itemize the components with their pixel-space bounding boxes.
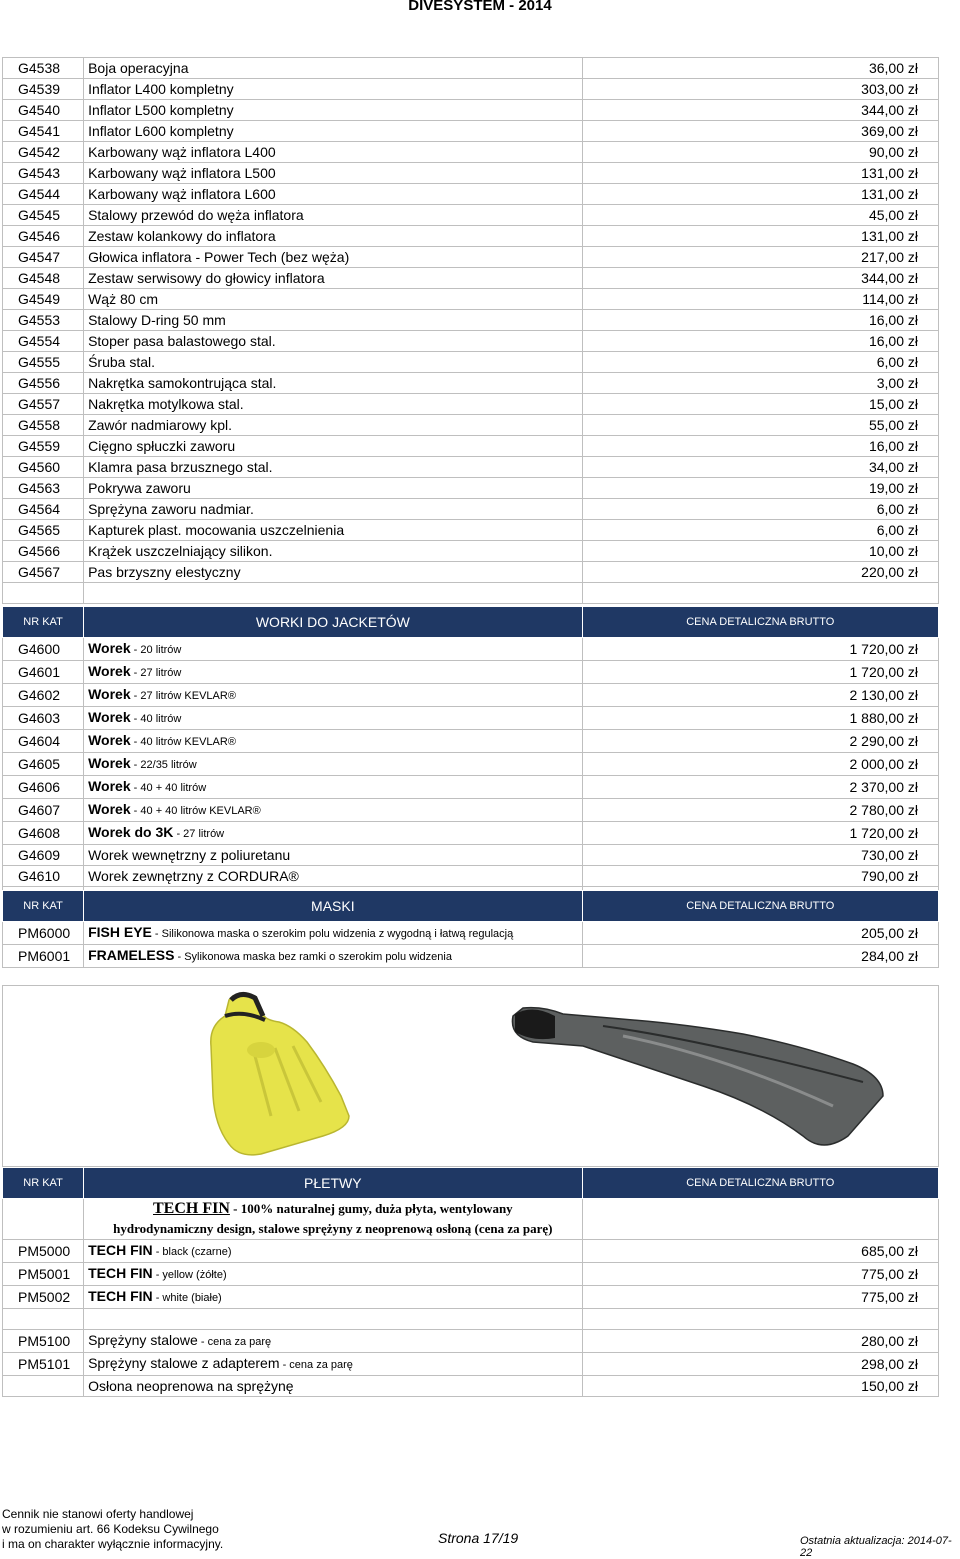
item-price: 298,00 zł: [582, 1353, 938, 1376]
item-price: 45,00 zł: [582, 205, 938, 226]
table-row: [3, 845, 939, 866]
item-code: G4541: [3, 121, 84, 142]
table-row: [3, 753, 939, 776]
item-price: 1 720,00 zł: [582, 822, 938, 845]
table-row: [3, 562, 939, 583]
section-title-maski: MASKI: [84, 891, 583, 922]
item-price: 10,00 zł: [582, 541, 938, 562]
item-code: G4544: [3, 184, 84, 205]
item-name-bold: Worek: [88, 732, 131, 748]
col-cena: CENA DETALICZNA BRUTTO: [582, 891, 938, 922]
item-price: 344,00 zł: [582, 268, 938, 289]
page-header-title: DIVESYSTEM - 2014: [408, 0, 552, 14]
item-name: [84, 845, 583, 866]
techfin-desc-line1: - 100% naturalnej gumy, duża płyta, wentylowany: [229, 1201, 513, 1216]
item-code: PM6001: [3, 945, 84, 968]
item-name: Sprężyna zaworu nadmiar.: [84, 499, 583, 520]
item-price: 150,00 zł: [582, 1376, 938, 1397]
table-row: [3, 1353, 939, 1376]
item-price: 730,00 zł: [582, 845, 938, 866]
item-name: Stoper pasa balastowego stal.: [84, 331, 583, 352]
item-name: Cięgno spłuczki zaworu: [84, 436, 583, 457]
item-price: 16,00 zł: [582, 331, 938, 352]
item-code: G4560: [3, 457, 84, 478]
item-name: Inflator L500 kompletny: [84, 100, 583, 121]
item-name-detail: - 27 litrów: [130, 667, 182, 679]
footer-line3: i ma on charakter wyłącznie informacyjny.: [2, 1537, 224, 1551]
item-price: 19,00 zł: [582, 478, 938, 499]
item-code: G4605: [3, 753, 84, 776]
item-name: Głowica inflatora - Power Tech (bez węża): [84, 247, 583, 268]
table-row: [3, 638, 939, 661]
item-price: 131,00 zł: [582, 184, 938, 205]
table-row: [3, 499, 939, 520]
item-name: Karbowany wąż inflatora L500: [84, 163, 583, 184]
item-price: 217,00 zł: [582, 247, 938, 268]
item-code: G4538: [3, 58, 84, 79]
item-price: 6,00 zł: [582, 352, 938, 373]
item-price: 2 290,00 zł: [582, 730, 938, 753]
fins-image-box: [2, 985, 939, 1167]
item-name-detail: - Silikonowa maska o szerokim polu widzenia z wygodną i łatwą regulacją: [151, 928, 514, 940]
item-name-bold: Worek: [88, 640, 131, 656]
pletwy-table: [2, 1167, 939, 1397]
item-name: [84, 753, 583, 776]
table-row: [3, 661, 939, 684]
item-code: G4547: [3, 247, 84, 268]
col-cena: CENA DETALICZNA BRUTTO: [582, 607, 938, 638]
item-code: PM5002: [3, 1286, 84, 1309]
item-price: 55,00 zł: [582, 415, 938, 436]
item-price: 205,00 zł: [582, 922, 938, 945]
item-name: Inflator L600 kompletny: [84, 121, 583, 142]
table-row: [3, 945, 939, 968]
item-name: Klamra pasa brzusznego stal.: [84, 457, 583, 478]
item-name: Zawór nadmiarowy kpl.: [84, 415, 583, 436]
table-row: [3, 184, 939, 205]
item-name-detail: - yellow (żółte): [152, 1269, 227, 1281]
item-name-bold: TECH FIN: [88, 1288, 153, 1304]
table-row: [3, 373, 939, 394]
table-row: [3, 866, 939, 887]
table-row: [3, 707, 939, 730]
item-name-plain: Osłona neoprenowa na sprężynę: [88, 1378, 294, 1394]
table-row: [3, 457, 939, 478]
table-row: [3, 1330, 939, 1353]
item-price: 303,00 zł: [582, 79, 938, 100]
maski-header-row: [3, 891, 939, 922]
item-name: [84, 922, 583, 945]
table-row: [3, 520, 939, 541]
table-row: [3, 922, 939, 945]
item-name-bold: FRAMELESS: [88, 947, 175, 963]
item-price: 280,00 zł: [582, 1330, 938, 1353]
empty-cell: [84, 583, 583, 604]
maski-table: [2, 890, 939, 968]
item-name-bold: TECH FIN: [88, 1265, 153, 1281]
item-code: G4566: [3, 541, 84, 562]
item-name: [84, 1263, 583, 1286]
item-name-bold: Worek: [88, 801, 131, 817]
footer-line2: w rozumieniu art. 66 Kodeksu Cywilnego: [2, 1522, 219, 1536]
item-name: Krążek uszczelniający silikon.: [84, 541, 583, 562]
item-price: 34,00 zł: [582, 457, 938, 478]
item-name: [84, 1376, 583, 1397]
item-code: G4554: [3, 331, 84, 352]
footer-disclaimer: [2, 1507, 223, 1552]
techfin-desc-line2: hydrodynamiczny design, stalowe sprężyny z neoprenową osłoną (cena za parę): [113, 1221, 553, 1236]
item-name: [84, 799, 583, 822]
item-name: [84, 822, 583, 845]
item-name: [84, 730, 583, 753]
item-code: G4557: [3, 394, 84, 415]
item-price: 16,00 zł: [582, 310, 938, 331]
item-name-bold: Worek: [88, 686, 131, 702]
item-name-plain: Worek wewnętrzny z poliuretanu: [88, 847, 291, 863]
item-name-detail: - cena za parę: [279, 1359, 353, 1371]
item-name: [84, 1240, 583, 1263]
table-row: [3, 1263, 939, 1286]
item-name-bold: FISH EYE: [88, 924, 152, 940]
page-number: Strona 17/19: [438, 1530, 519, 1546]
item-price: 790,00 zł: [582, 866, 938, 887]
item-code: G4600: [3, 638, 84, 661]
item-code: G4545: [3, 205, 84, 226]
item-name: [84, 661, 583, 684]
section-title-worki: WORKI DO JACKETÓW: [84, 607, 583, 638]
item-name: Inflator L400 kompletny: [84, 79, 583, 100]
item-price: 2 780,00 zł: [582, 799, 938, 822]
table-row: [3, 58, 939, 79]
item-code: [3, 1376, 84, 1397]
item-name-detail: - 40 + 40 litrów: [130, 782, 207, 794]
item-price: 114,00 zł: [582, 289, 938, 310]
item-code: G4609: [3, 845, 84, 866]
item-price: 2 000,00 zł: [582, 753, 938, 776]
item-name: Zestaw serwisowy do głowicy inflatora: [84, 268, 583, 289]
item-price: 284,00 zł: [582, 945, 938, 968]
empty-cell: [3, 583, 84, 604]
item-code: PM5001: [3, 1263, 84, 1286]
col-cena: CENA DETALICZNA BRUTTO: [582, 1168, 938, 1199]
item-price: 685,00 zł: [582, 1240, 938, 1263]
item-name-bold: TECH FIN: [88, 1242, 153, 1258]
techfin-title: TECH FIN: [153, 1200, 230, 1217]
item-name-detail: - cena za parę: [197, 1336, 272, 1348]
table-row: [3, 799, 939, 822]
table-row: [3, 394, 939, 415]
techfin-description-row: [3, 1199, 939, 1240]
table-row: [3, 289, 939, 310]
item-code: G4549: [3, 289, 84, 310]
item-code: PM5100: [3, 1330, 84, 1353]
item-code: G4610: [3, 866, 84, 887]
table-row: [3, 352, 939, 373]
table-row: [3, 247, 939, 268]
item-name: Wąż 80 cm: [84, 289, 583, 310]
item-name-plain: Sprężyny stalowe: [88, 1332, 198, 1348]
item-name-detail: - 40 litrów KEVLAR®: [130, 736, 236, 748]
item-name: Zestaw kolankowy do inflatora: [84, 226, 583, 247]
table-row: [3, 730, 939, 753]
item-name-detail: - 40 litrów: [130, 713, 182, 725]
table-row: [3, 1286, 939, 1309]
item-name-bold: Worek: [88, 755, 131, 771]
item-code: G4601: [3, 661, 84, 684]
table-row: [3, 268, 939, 289]
pletwy-header-row: [3, 1168, 939, 1199]
last-update: Ostatnia aktualizacja: 2014-07-22: [800, 1535, 952, 1559]
item-name-detail: - 20 litrów: [130, 644, 182, 656]
item-name-bold: Worek: [88, 663, 131, 679]
yellow-fin-image: [211, 994, 349, 1154]
item-name-detail: - 27 litrów: [173, 828, 225, 840]
item-code: G4604: [3, 730, 84, 753]
item-price: 2 370,00 zł: [582, 776, 938, 799]
item-price: 775,00 zł: [582, 1263, 938, 1286]
item-price: 1 720,00 zł: [582, 638, 938, 661]
item-code: G4564: [3, 499, 84, 520]
item-name: Stalowy przewód do węża inflatora: [84, 205, 583, 226]
item-code: G4556: [3, 373, 84, 394]
spacer-row: [3, 583, 939, 604]
item-code: G4567: [3, 562, 84, 583]
item-code: G4602: [3, 684, 84, 707]
table-row: [3, 142, 939, 163]
item-code: G4555: [3, 352, 84, 373]
item-name-detail: - black (czarne): [152, 1246, 232, 1258]
item-price: 90,00 zł: [582, 142, 938, 163]
table-row: [3, 478, 939, 499]
table-row: [3, 79, 939, 100]
table-row: [3, 331, 939, 352]
table-row: [3, 776, 939, 799]
empty-cell: [582, 583, 938, 604]
section-title-pletwy: PŁETWY: [84, 1168, 583, 1199]
item-name: Pas brzyszny elestyczny: [84, 562, 583, 583]
item-name-plain: Sprężyny stalowe z adapterem: [88, 1355, 280, 1371]
item-name: Kapturek plast. mocowania uszczelnienia: [84, 520, 583, 541]
item-price: 1 880,00 zł: [582, 707, 938, 730]
item-name-bold: Worek: [88, 709, 131, 725]
col-nr-kat: NR KAT: [3, 1168, 84, 1199]
item-code: G4603: [3, 707, 84, 730]
item-name: [84, 1286, 583, 1309]
item-name-detail: - white (białe): [152, 1292, 222, 1304]
table-row: [3, 121, 939, 142]
item-price: 131,00 zł: [582, 163, 938, 184]
item-code: G4563: [3, 478, 84, 499]
item-price: 15,00 zł: [582, 394, 938, 415]
item-name: Śruba stal.: [84, 352, 583, 373]
col-nr-kat: NR KAT: [3, 607, 84, 638]
item-code: PM5101: [3, 1353, 84, 1376]
item-price: 1 720,00 zł: [582, 661, 938, 684]
table-row: [3, 226, 939, 247]
item-name: [84, 638, 583, 661]
item-name: [84, 1330, 583, 1353]
item-name: [84, 684, 583, 707]
item-code: G4565: [3, 520, 84, 541]
item-code: G4540: [3, 100, 84, 121]
item-name: [84, 707, 583, 730]
item-name: Pokrywa zaworu: [84, 478, 583, 499]
table-row: [3, 1376, 939, 1397]
item-name: Stalowy D-ring 50 mm: [84, 310, 583, 331]
item-price: 6,00 zł: [582, 520, 938, 541]
item-name-detail: - 27 litrów KEVLAR®: [130, 690, 236, 702]
item-name: [84, 776, 583, 799]
item-name: Boja operacyjna: [84, 58, 583, 79]
parts-table: [2, 57, 939, 604]
item-name-detail: - 40 + 40 litrów KEVLAR®: [130, 805, 261, 817]
techfin-description: [84, 1199, 583, 1240]
item-code: G4548: [3, 268, 84, 289]
item-name-bold: Worek: [88, 778, 131, 794]
item-code: G4607: [3, 799, 84, 822]
item-code: G4608: [3, 822, 84, 845]
item-price: 131,00 zł: [582, 226, 938, 247]
item-code: G4543: [3, 163, 84, 184]
table-row: [3, 541, 939, 562]
item-code: PM5000: [3, 1240, 84, 1263]
item-price: 3,00 zł: [582, 373, 938, 394]
table-row: [3, 822, 939, 845]
fins-illustration: [3, 986, 938, 1166]
item-code: G4542: [3, 142, 84, 163]
item-name: Karbowany wąż inflatora L600: [84, 184, 583, 205]
table-row: [3, 436, 939, 457]
item-name: [84, 945, 583, 968]
footer-line1: Cennik nie stanowi oferty handlowej: [2, 1507, 194, 1521]
table-row: [3, 415, 939, 436]
item-code: G4546: [3, 226, 84, 247]
worki-header-row: [3, 607, 939, 638]
col-nr-kat: NR KAT: [3, 891, 84, 922]
table-row: [3, 100, 939, 121]
dark-fin-image: [512, 1008, 883, 1145]
item-name-plain: Worek zewnętrzny z CORDURA®: [88, 868, 299, 884]
table-row: [3, 310, 939, 331]
item-name-detail: - Sylikonowa maska bez ramki o szerokim polu widzenia: [174, 951, 452, 963]
item-name: [84, 866, 583, 887]
item-code: G4558: [3, 415, 84, 436]
item-name-detail: - 22/35 litrów: [130, 759, 197, 771]
item-price: 16,00 zł: [582, 436, 938, 457]
item-price: 344,00 zł: [582, 100, 938, 121]
worki-table: [2, 606, 939, 908]
item-price: 36,00 zł: [582, 58, 938, 79]
item-code: G4559: [3, 436, 84, 457]
item-code: G4553: [3, 310, 84, 331]
item-price: 6,00 zł: [582, 499, 938, 520]
item-price: 775,00 zł: [582, 1286, 938, 1309]
item-code: G4539: [3, 79, 84, 100]
item-name: [84, 1353, 583, 1376]
item-name: Karbowany wąż inflatora L400: [84, 142, 583, 163]
item-code: G4606: [3, 776, 84, 799]
item-price: 220,00 zł: [582, 562, 938, 583]
item-price: 2 130,00 zł: [582, 684, 938, 707]
table-row: [3, 205, 939, 226]
table-row: [3, 1240, 939, 1263]
item-name-bold: Worek do 3K: [88, 824, 174, 840]
item-code: PM6000: [3, 922, 84, 945]
table-row: [3, 163, 939, 184]
item-name: Nakrętka motylkowa stal.: [84, 394, 583, 415]
item-name: Nakrętka samokontrująca stal.: [84, 373, 583, 394]
item-price: 369,00 zł: [582, 121, 938, 142]
table-row: [3, 684, 939, 707]
